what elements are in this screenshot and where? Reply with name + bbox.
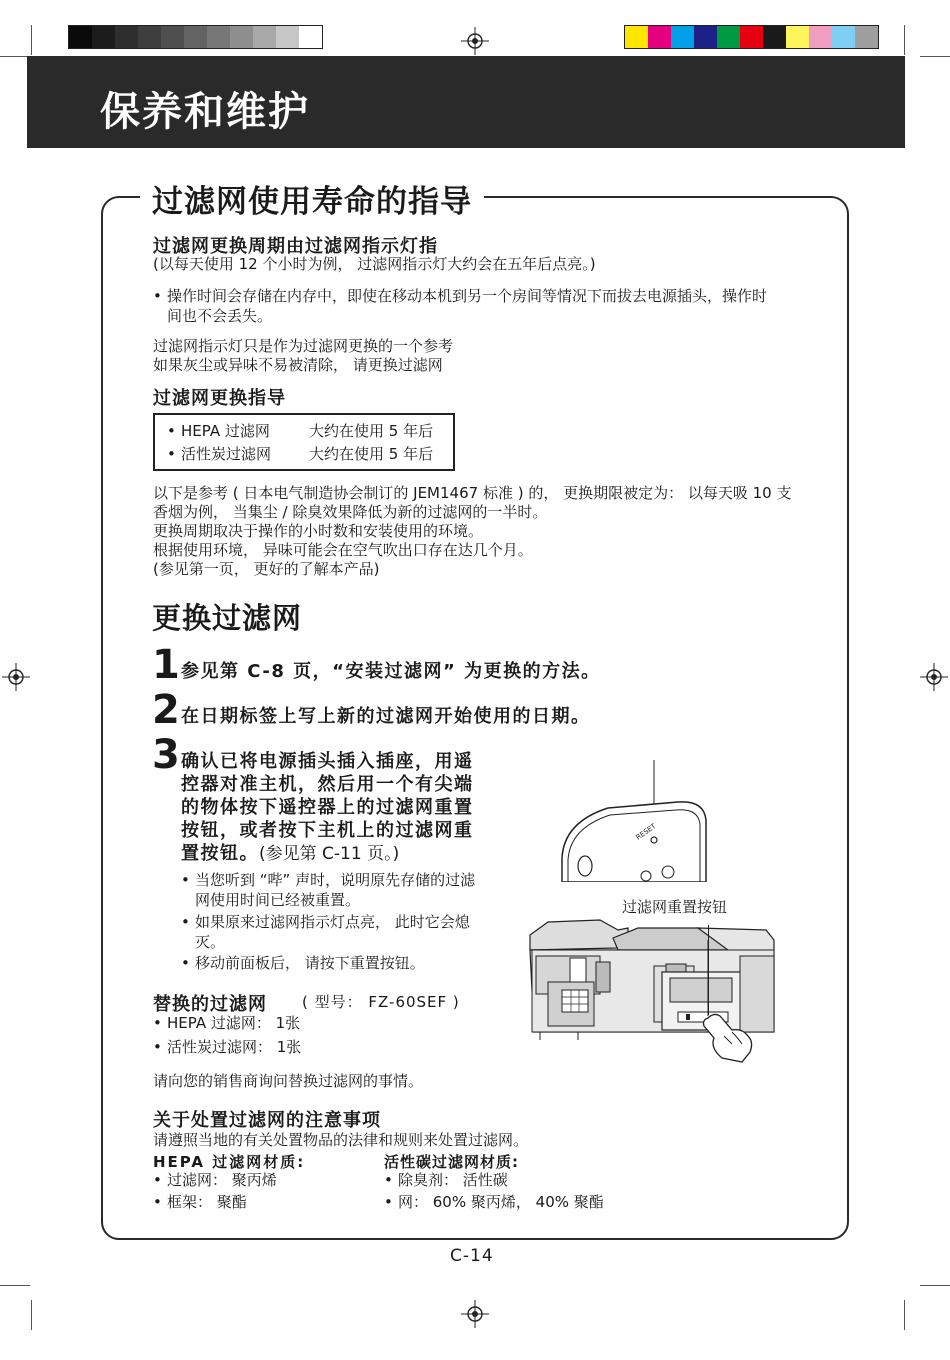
- memory-bullet: [153, 286, 767, 326]
- color-swatch: [809, 26, 832, 48]
- crop-mark: [0, 56, 30, 57]
- registration-mark-icon: [920, 663, 948, 691]
- jem-note-line: 香烟为例， 当集尘 / 除臭效果降低为新的过滤网的一半时。: [153, 503, 548, 521]
- reset-label-pointer: [708, 925, 709, 1015]
- crop-mark: [31, 25, 32, 55]
- guide-filter-period: 大约在使用 5 年后: [309, 422, 434, 440]
- page-title: 保养和维护: [100, 89, 310, 135]
- section-title: 过滤网使用寿命的指导: [140, 176, 484, 221]
- jem-note-line: 根据使用环境， 异味可能会在空气吹出口存在达几个月。: [153, 541, 533, 559]
- step3-bullet-line: 网使用时间已经被重置。: [195, 891, 361, 909]
- carbon-material-item: • 网： 60% 聚丙烯， 40% 聚酯: [384, 1192, 604, 1212]
- color-swatch: [625, 26, 648, 48]
- step-text: [181, 750, 474, 866]
- guide-filter-name: 活性炭过滤网: [181, 445, 272, 463]
- registration-mark-icon: [461, 27, 489, 55]
- step-text-line: 置按钮。: [181, 843, 259, 864]
- color-swatch: [763, 26, 786, 48]
- crop-mark: [904, 1300, 905, 1330]
- gray-swatch: [115, 26, 138, 48]
- reference-note-1: 过滤网指示灯只是作为过滤网更换的一个参考: [153, 337, 454, 355]
- gray-swatch: [276, 26, 299, 48]
- guide-heading: 过滤网更换指导: [153, 388, 286, 409]
- gray-swatch: [207, 26, 230, 48]
- step3-bullet: [181, 912, 470, 952]
- gray-swatch: [161, 26, 184, 48]
- step3-bullet-line: • 如果原来过滤网指示灯点亮， 此时它会熄: [195, 913, 470, 931]
- color-swatch: [855, 26, 878, 48]
- gray-swatch: [138, 26, 161, 48]
- color-swatch: [786, 26, 809, 48]
- carbon-material-item: • 除臭剂： 活性碳: [384, 1170, 508, 1190]
- gray-swatch: [69, 26, 92, 48]
- replacement-model: ( 型号： FZ-60SEF ): [302, 993, 460, 1011]
- replace-title: 更换过滤网: [152, 601, 303, 635]
- crop-mark: [0, 1285, 30, 1286]
- step3-bullet-line: • 移动前面板后， 请按下重置按钮。: [195, 954, 425, 972]
- step-text-line: 按钮，或者按下主机上的过滤网重: [181, 820, 474, 841]
- grayscale-calibration-strip: [68, 25, 323, 49]
- guide-filter-period: 大约在使用 5 年后: [309, 445, 434, 463]
- step-number: 3: [152, 732, 180, 778]
- page-number: C-14: [450, 1246, 494, 1266]
- disposal-note: 请遵照当地的有关处置物品的法律和规则来处置过滤网。: [153, 1131, 529, 1149]
- color-swatch: [694, 26, 717, 48]
- step-number: 1: [152, 642, 180, 688]
- remote-control-icon: [558, 802, 710, 884]
- indicator-note: (以每天使用 12 个小时为例， 过滤网指示灯大约会在五年后点亮。): [153, 255, 596, 273]
- registration-mark-icon: [461, 1300, 489, 1328]
- step-text: 参见第 C-8 页，“安装过滤网” 为更换的方法。: [181, 661, 601, 682]
- remote-reset-text: RESET: [634, 822, 658, 842]
- gray-swatch: [253, 26, 276, 48]
- color-swatch: [832, 26, 855, 48]
- memory-bullet-line: • 操作时间会存储在内存中，即使在移动本机到另一个房间等情况下而拔去电源插头，操作时: [167, 287, 768, 305]
- step-reference: (参见第 C-11 页。): [259, 844, 400, 864]
- guide-filter-name: HEPA 过滤网: [181, 422, 270, 440]
- registration-mark-icon: [2, 663, 30, 691]
- color-swatch: [717, 26, 740, 48]
- gray-swatch: [184, 26, 207, 48]
- replacement-item: • HEPA 过滤网： 1张: [153, 1013, 300, 1033]
- step-text-line: 控器对准主机，然后用一个有尖端: [181, 774, 474, 795]
- indicator-heading: 过滤网更换周期由过滤网指示灯指: [153, 236, 438, 257]
- step3-bullet-line: 灭。: [195, 933, 226, 951]
- replacement-item: • 活性炭过滤网： 1张: [153, 1037, 301, 1057]
- reference-note-2: 如果灰尘或异味不易被清除， 请更换过滤网: [153, 356, 443, 374]
- step3-bullet: [181, 870, 475, 910]
- color-calibration-strip: [624, 25, 879, 49]
- step-text-line: [181, 842, 474, 866]
- air-purifier-unit-icon: [530, 920, 774, 1040]
- carbon-material-heading: 活性碳过滤网材质:: [384, 1153, 519, 1171]
- crop-mark: [31, 1300, 32, 1330]
- crop-mark: [904, 25, 905, 55]
- step-number: 2: [152, 687, 180, 733]
- gray-swatch: [299, 26, 322, 48]
- disposal-heading: 关于处置过滤网的注意事项: [153, 1110, 381, 1131]
- step-text-line: 的物体按下遥控器上的过滤网重置: [181, 797, 474, 818]
- step3-bullet: [181, 953, 425, 973]
- gray-swatch: [230, 26, 253, 48]
- hepa-material-item: • 框架： 聚酯: [153, 1192, 247, 1212]
- color-swatch: [671, 26, 694, 48]
- hepa-material-item: • 过滤网： 聚丙烯: [153, 1170, 277, 1190]
- step-text-line: 确认已将电源插头插入插座，用遥: [181, 751, 474, 772]
- hepa-material-heading: HEPA 过滤网材质:: [153, 1153, 306, 1171]
- jem-note-line: (参见第一页， 更好的了解本产品): [153, 560, 380, 578]
- dealer-note: 请向您的销售商询问替换过滤网的事情。: [153, 1072, 424, 1090]
- gray-swatch: [92, 26, 115, 48]
- crop-mark: [920, 56, 950, 57]
- step3-bullet-line: • 当您听到 “哔” 声时，说明原先存储的过滤: [195, 871, 476, 889]
- memory-bullet-line: 间也不会丢失。: [167, 307, 273, 325]
- reset-button-label: 过滤网重置按钮: [618, 898, 731, 916]
- step-text: 在日期标签上写上新的过滤网开始使用的日期。: [181, 706, 591, 727]
- color-swatch: [740, 26, 763, 48]
- color-swatch: [648, 26, 671, 48]
- jem-note-line: 以下是参考 ( 日本电气制造协会制订的 JEM1467 标准 ) 的， 更换期限被定为： 以每天吸 10 支: [153, 484, 792, 502]
- guide-box: • HEPA 过滤网 大约在使用 5 年后 • 活性炭过滤网 大约在使用 5 年后: [153, 413, 455, 471]
- replacement-heading: 替换的过滤网: [153, 994, 267, 1015]
- crop-mark: [920, 1285, 950, 1286]
- jem-note-line: 更换周期取决于操作的小时数和安装使用的环境。: [153, 522, 484, 540]
